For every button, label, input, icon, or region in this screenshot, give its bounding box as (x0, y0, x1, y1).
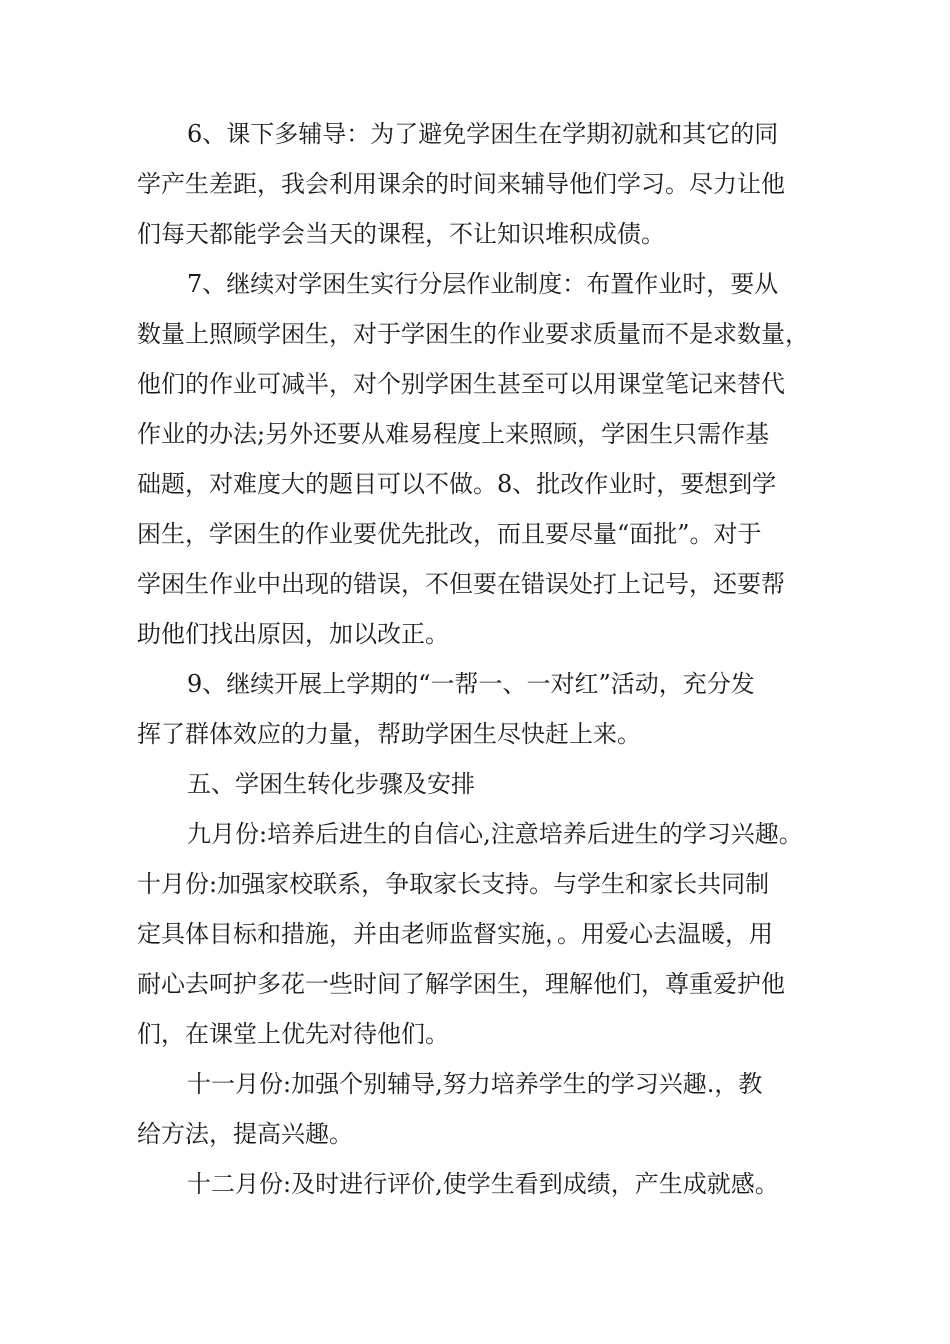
text-line: 助他们找出原因，加以改正。 (137, 620, 449, 648)
text-line: 给方法，提高兴趣。 (137, 1120, 353, 1148)
text-line: 础题，对难度大的题目可以不做。8、批改作业时，要想到学 (137, 470, 777, 498)
text-line: 作业的办法;另外还要从难易程度上来照顾，学困生只需作基 (137, 420, 770, 448)
text-line: 6、课下多辅导：为了避免学困生在学期初就和其它的同 (187, 120, 779, 148)
text-line: 们每天都能学会当天的课程，不让知识堆积成债。 (137, 220, 665, 248)
text-line: 他们的作业可减半，对个别学困生甚至可以用课堂笔记来替代 (137, 370, 785, 398)
text-line: 们，在课堂上优先对待他们。 (137, 1020, 449, 1048)
text-line: 九月份:培养后进生的自信心,注意培养后进生的学习兴趣。 (187, 820, 803, 848)
text-line: 学产生差距，我会利用课余的时间来辅导他们学习。尽力让他 (137, 170, 785, 198)
text-line: 9、继续开展上学期的“一帮一、一对红”活动，充分发 (187, 670, 755, 698)
text-line: 挥了群体效应的力量，帮助学困生尽快赶上来。 (137, 720, 641, 748)
section-heading: 五、学困生转化步骤及安排 (187, 770, 475, 798)
text-line: 十月份:加强家校联系，争取家长支持。与学生和家长共同制 (137, 870, 770, 898)
text-line: 困生，学困生的作业要优先批改，而且要尽量“面批”。对于 (137, 520, 762, 548)
text-line: 学困生作业中出现的错误，不但要在错误处打上记号，还要帮 (137, 570, 785, 598)
text-line: 十二月份:及时进行评价,使学生看到成绩，产生成就感。 (187, 1170, 779, 1198)
text-line: 7、继续对学困生实行分层作业制度：布置作业时，要从 (187, 270, 779, 298)
text-line: 数量上照顾学困生，对于学困生的作业要求质量而不是求数量， (137, 320, 809, 348)
text-line: 耐心去呵护多花一些时间了解学困生，理解他们，尊重爱护他 (137, 970, 785, 998)
text-line: 定具体目标和措施，并由老师监督实施，。用爱心去温暖，用 (137, 920, 773, 948)
text-line: 十一月份:加强个别辅导,努力培养学生的学习兴趣.，教 (187, 1070, 763, 1098)
